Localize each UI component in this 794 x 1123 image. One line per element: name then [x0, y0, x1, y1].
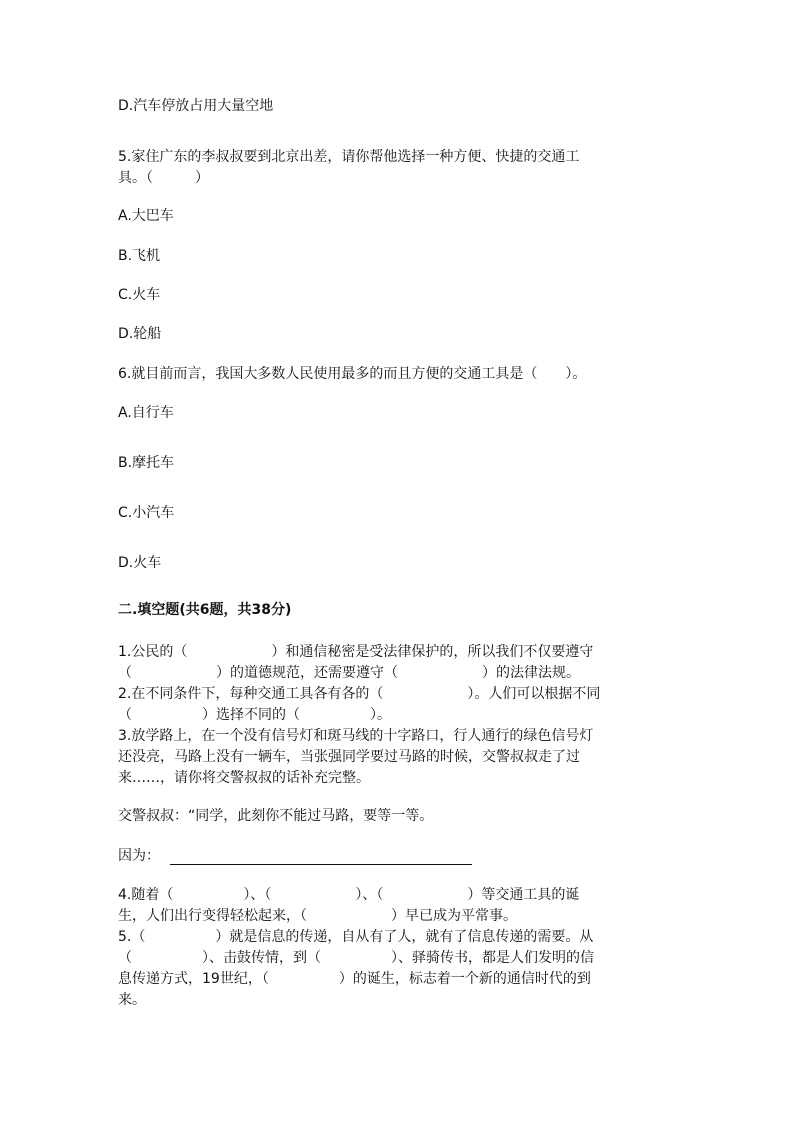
fill-q3-line1: 3.放学路上，在一个没有信号灯和斑马线的十字路口，行人通行的绿色信号灯	[118, 728, 594, 744]
fill-q2-line1: 2.在不同条件下，每种交通工具各有各的（ ）。人们可以根据不同	[118, 686, 601, 702]
fill-q3-line3: 来……，请你将交警叔叔的话补充完整。	[118, 770, 370, 786]
fill-q1-line1: 1.公民的（ ）和通信秘密是受法律保护的，所以我们不仅要遵守	[118, 644, 594, 660]
q5-option-d: D.轮船	[118, 326, 162, 342]
section-title: 二.填空题(共6题，共38分)	[118, 602, 292, 618]
q5-option-a: A.大巴车	[118, 208, 174, 224]
fill-q5-line1: 5.（ ）就是信息的传递，自从有了人，就有了信息传递的需要。从	[118, 929, 594, 945]
fill-q1-line2: （ ）的道德规范，还需要遵守（ ）的法律法规。	[118, 665, 580, 681]
fill-q5-line4: 来。	[118, 992, 146, 1008]
q6-stem: 6.就目前而言，我国大多数人民使用最多的而且方便的交通工具是（ ）。	[118, 366, 587, 382]
fill-q3-because-label: 因为：	[118, 848, 160, 864]
answer-underline	[170, 864, 472, 865]
q5-option-c: C.火车	[118, 287, 161, 303]
q6-option-c: C.小汽车	[118, 505, 175, 521]
fill-q4-line2: 生，人们出行变得轻松起来，（ ）早已成为平常事。	[118, 908, 517, 924]
q4-option-d: D.汽车停放占用大量空地	[118, 98, 274, 114]
q5-stem-line2: 具。（ ）	[118, 170, 209, 186]
q5-option-b: B.飞机	[118, 248, 161, 264]
fill-q3-police-speech: 交警叔叔：“同学，此刻你不能过马路，要等一等。	[118, 808, 434, 824]
fill-q5-line2: （ ）、击鼓传情，到（ ）、驿骑传书，都是人们发明的信	[118, 950, 594, 966]
q5-stem-line1: 5.家住广东的李叔叔要到北京出差，请你帮他选择一种方便、快捷的交通工	[118, 149, 580, 165]
fill-q2-line2: （ ）选择不同的（ ）。	[118, 707, 391, 723]
q6-option-b: B.摩托车	[118, 455, 175, 471]
fill-q3-line2: 还没亮，马路上没有一辆车，当张强同学要过马路的时候，交警叔叔走了过	[118, 749, 580, 765]
q6-option-a: A.自行车	[118, 405, 174, 421]
q6-option-d: D.火车	[118, 555, 162, 571]
fill-q5-line3: 息传递方式，19世纪，（ ）的诞生，标志着一个新的通信时代的到	[118, 971, 591, 987]
fill-q4-line1: 4.随着（ ）、（ ）、（ ）等交通工具的诞	[118, 887, 580, 903]
